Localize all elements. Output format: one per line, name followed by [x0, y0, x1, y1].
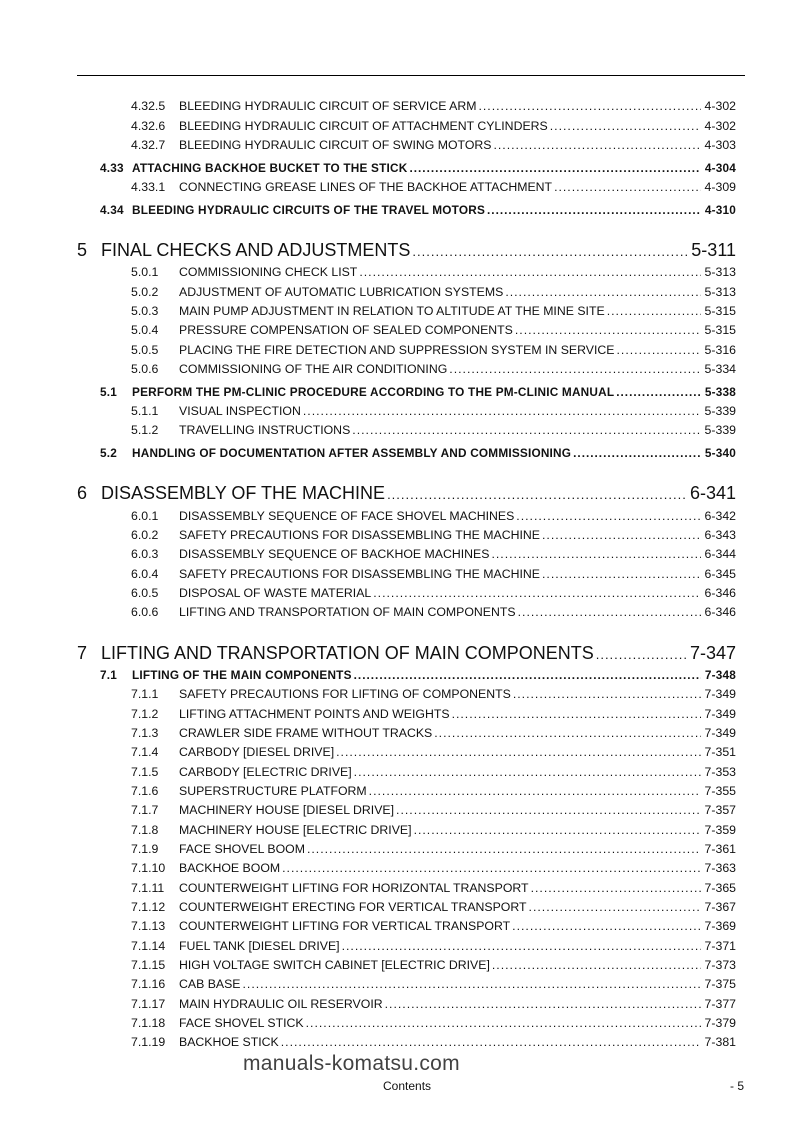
dot-leader: [493, 137, 700, 153]
toc-entry-level-3[interactable]: [131, 508, 736, 524]
entry-page: 5-311: [691, 240, 736, 260]
toc-entry-level-3[interactable]: [131, 118, 736, 134]
toc-entry-level-3[interactable]: [131, 822, 736, 838]
entry-page: 7-348: [704, 668, 736, 682]
toc-entry-level-2[interactable]: [100, 445, 736, 461]
entry-number: 6.0.3: [131, 547, 159, 561]
entry-page: 4-310: [704, 203, 736, 217]
dot-leader: [354, 764, 701, 780]
toc-entry-level-3[interactable]: [131, 137, 736, 153]
entry-page: 7-347: [689, 643, 736, 663]
entry-page: 4-304: [704, 161, 736, 175]
entry-title: DISPOSAL OF WASTE MATERIAL: [179, 586, 372, 600]
entry-page: 7-355: [704, 784, 736, 798]
toc-entry-level-2[interactable]: [100, 384, 736, 400]
dot-leader: [396, 802, 701, 818]
watermark: manuals-komatsu.com: [243, 1052, 460, 1075]
toc-entry-level-1[interactable]: [77, 239, 736, 261]
dot-leader: [449, 361, 700, 377]
toc-entry-level-1[interactable]: [77, 482, 736, 504]
entry-title: LIFTING ATTACHMENT POINTS AND WEIGHTS: [179, 707, 450, 721]
dot-leader: [554, 179, 700, 195]
footer-section-label: Contents: [383, 1079, 432, 1093]
toc-entry-level-3[interactable]: [131, 706, 736, 722]
entry-title: SAFETY PRECAUTIONS FOR LIFTING OF COMPONENTS: [179, 687, 511, 701]
entry-page: 7-349: [704, 707, 736, 721]
footer-page-number: - 5: [729, 1079, 744, 1093]
toc-entry-level-1[interactable]: [77, 642, 736, 664]
entry-number: 5.1.1: [131, 404, 159, 418]
entry-number: 6.0.6: [131, 605, 159, 619]
entry-title: DISASSEMBLY SEQUENCE OF FACE SHOVEL MACHINES: [179, 509, 515, 523]
entry-number: 7.1.10: [131, 861, 166, 875]
entry-number: 5.1: [100, 385, 117, 399]
entry-number: 7.1: [100, 668, 117, 682]
entry-title: BACKHOE STICK: [179, 1035, 279, 1049]
entry-page: 6-341: [689, 483, 736, 503]
entry-title: MAIN PUMP ADJUSTMENT IN RELATION TO ALTITUDE AT THE MINE SITE: [179, 304, 605, 318]
entry-title: CONNECTING GREASE LINES OF THE BACKHOE ATTACHMENT: [179, 180, 553, 194]
entry-title: TRAVELLING INSTRUCTIONS: [179, 423, 351, 437]
dot-leader: [303, 403, 701, 419]
dot-leader: [281, 1034, 701, 1050]
dot-leader: [617, 342, 701, 358]
toc-entry-level-3[interactable]: [131, 566, 736, 582]
entry-number: 5.0.3: [131, 304, 159, 318]
entry-number: 5.0.6: [131, 362, 159, 376]
dot-leader: [307, 841, 701, 857]
entry-title: MACHINERY HOUSE [DIESEL DRIVE]: [179, 803, 395, 817]
toc-entry-level-3[interactable]: [131, 179, 736, 195]
toc-entry-level-3[interactable]: [131, 303, 736, 319]
entry-page: 5-315: [704, 304, 736, 318]
entry-title: CAB BASE: [179, 977, 241, 991]
toc-entry-level-3[interactable]: [131, 342, 736, 358]
entry-title: ATTACHING BACKHOE BUCKET TO THE STICK: [132, 161, 408, 175]
dot-leader: [282, 860, 700, 876]
entry-number: 5.0.2: [131, 285, 159, 299]
dot-leader: [573, 445, 701, 461]
dot-leader: [542, 527, 701, 543]
entry-number: 7.1.19: [131, 1035, 166, 1049]
entry-number: 7.1.14: [131, 939, 166, 953]
entry-number: 7.1.13: [131, 919, 166, 933]
entry-number: 7.1.4: [131, 745, 159, 759]
dot-leader: [385, 996, 701, 1012]
entry-page: 6-344: [704, 547, 736, 561]
entry-title: COUNTERWEIGHT LIFTING FOR VERTICAL TRANSPORT: [179, 919, 511, 933]
entry-number: 7.1.15: [131, 958, 166, 972]
entry-number: 7.1.8: [131, 823, 159, 837]
entry-title: BLEEDING HYDRAULIC CIRCUIT OF SWING MOTORS: [179, 138, 492, 152]
toc-entry-level-3[interactable]: [131, 403, 736, 419]
toc-entry-level-3[interactable]: [131, 764, 736, 780]
toc-entry-level-3[interactable]: [131, 1015, 736, 1031]
toc-entry-level-3[interactable]: [131, 725, 736, 741]
entry-number: 5.0.5: [131, 343, 159, 357]
dot-leader: [387, 484, 686, 504]
dot-leader: [515, 322, 701, 338]
entry-page: 5-313: [704, 285, 736, 299]
entry-title: BACKHOE BOOM: [179, 861, 281, 875]
toc-entry-level-3[interactable]: [131, 957, 736, 973]
entry-page: 6-345: [704, 567, 736, 581]
entry-title: COMMISSIONING OF THE AIR CONDITIONING: [179, 362, 448, 376]
dot-leader: [409, 160, 700, 176]
dot-leader: [452, 706, 701, 722]
toc-entry-level-3[interactable]: [131, 841, 736, 857]
dot-leader: [596, 644, 686, 664]
entry-page: 5-338: [704, 385, 736, 399]
toc-entry-level-3[interactable]: [131, 546, 736, 562]
entry-page: 7-351: [704, 745, 736, 759]
entry-title: BLEEDING HYDRAULIC CIRCUIT OF ATTACHMENT CYLINDERS: [179, 119, 548, 133]
entry-title: LIFTING AND TRANSPORTATION OF MAIN COMPONENTS: [101, 643, 594, 663]
dot-leader: [542, 566, 701, 582]
entry-page: 7-369: [704, 919, 736, 933]
dot-leader: [550, 118, 701, 134]
entry-title: BLEEDING HYDRAULIC CIRCUIT OF SERVICE ARM: [179, 99, 477, 113]
entry-number: 4.32.6: [131, 119, 166, 133]
toc-entry-level-2[interactable]: [100, 160, 736, 176]
entry-number: 4.32.5: [131, 99, 166, 113]
entry-title: VISUAL INSPECTION: [179, 404, 301, 418]
entry-page: 5-339: [704, 423, 736, 437]
toc-entry-level-3[interactable]: [131, 899, 736, 915]
toc-entry-level-2[interactable]: [100, 667, 736, 683]
dot-leader: [243, 976, 701, 992]
entry-page: 6-343: [704, 528, 736, 542]
entry-title: LIFTING OF THE MAIN COMPONENTS: [132, 668, 352, 682]
dot-leader: [478, 98, 700, 114]
toc-entry-level-3[interactable]: [131, 585, 736, 601]
entry-page: 5-316: [704, 343, 736, 357]
toc-entry-level-3[interactable]: [131, 422, 736, 438]
entry-title: PERFORM THE PM-CLINIC PROCEDURE ACCORDING TO THE PM-CLINIC MANUAL: [132, 385, 615, 399]
entry-number: 5.0.1: [131, 265, 159, 279]
entry-title: CARBODY [ELECTRIC DRIVE]: [179, 765, 352, 779]
entry-number: 7.1.17: [131, 997, 166, 1011]
entry-title: MACHINERY HOUSE [ELECTRIC DRIVE]: [179, 823, 412, 837]
entry-title: BLEEDING HYDRAULIC CIRCUITS OF THE TRAVEL MOTORS: [132, 203, 486, 217]
entry-number: 4.34: [100, 203, 124, 217]
entry-number: 5.2: [100, 446, 117, 460]
dot-leader: [359, 264, 700, 280]
entry-page: 7-373: [704, 958, 736, 972]
entry-title: CRAWLER SIDE FRAME WITHOUT TRACKS: [179, 726, 433, 740]
entry-number: 7.1.6: [131, 784, 159, 798]
toc-entry-level-3[interactable]: [131, 322, 736, 338]
entry-page: 7-367: [704, 900, 736, 914]
entry-page: 7-349: [704, 687, 736, 701]
dot-leader: [491, 546, 700, 562]
entry-title: FUEL TANK [DIESEL DRIVE]: [179, 939, 340, 953]
entry-title: SUPERSTRUCTURE PLATFORM: [179, 784, 367, 798]
entry-title: MAIN HYDRAULIC OIL RESERVOIR: [179, 997, 383, 1011]
entry-page: 4-309: [704, 180, 736, 194]
entry-title: HIGH VOLTAGE SWITCH CABINET [ELECTRIC DRIVE]: [179, 958, 490, 972]
dot-leader: [342, 938, 701, 954]
dot-leader: [505, 284, 700, 300]
toc-entry-level-3[interactable]: [131, 264, 736, 280]
dot-leader: [369, 783, 701, 799]
entry-number: 7: [77, 643, 88, 663]
entry-number: 7.1.1: [131, 687, 159, 701]
entry-number: 7.1.7: [131, 803, 159, 817]
entry-page: 7-379: [704, 1016, 736, 1030]
entry-title: DISASSEMBLY OF THE MACHINE: [101, 483, 386, 503]
entry-page: 7-377: [704, 997, 736, 1011]
header-rule: [77, 75, 745, 76]
entry-number: 5.1.2: [131, 423, 159, 437]
dot-leader: [518, 604, 701, 620]
entry-page: 4-302: [704, 119, 736, 133]
toc-entry-level-3[interactable]: [131, 686, 736, 702]
entry-page: 6-342: [704, 509, 736, 523]
entry-number: 7.1.9: [131, 842, 159, 856]
dot-leader: [492, 957, 701, 973]
toc-entry-level-3[interactable]: [131, 527, 736, 543]
entry-title: SAFETY PRECAUTIONS FOR DISASSEMBLING THE MACHINE: [179, 528, 540, 542]
entry-number: 4.33.1: [131, 180, 166, 194]
entry-title: COMMISSIONING CHECK LIST: [179, 265, 358, 279]
entry-number: 7.1.12: [131, 900, 166, 914]
dot-leader: [513, 686, 701, 702]
entry-page: 5-339: [704, 404, 736, 418]
entry-page: 6-346: [704, 586, 736, 600]
entry-number: 6.0.2: [131, 528, 159, 542]
entry-title: LIFTING AND TRANSPORTATION OF MAIN COMPONENTS: [179, 605, 516, 619]
toc-entry-level-3[interactable]: [131, 918, 736, 934]
dot-leader: [607, 303, 701, 319]
entry-title: ADJUSTMENT OF AUTOMATIC LUBRICATION SYSTEMS: [179, 285, 504, 299]
entry-page: 6-346: [704, 605, 736, 619]
dot-leader: [616, 384, 701, 400]
entry-page: 7-361: [704, 842, 736, 856]
entry-page: 7-363: [704, 861, 736, 875]
entry-title: PRESSURE COMPENSATION OF SEALED COMPONENTS: [179, 323, 513, 337]
entry-number: 7.1.3: [131, 726, 159, 740]
entry-number: 4.32.7: [131, 138, 166, 152]
toc-entry-level-3[interactable]: [131, 98, 736, 114]
dot-leader: [306, 1015, 701, 1031]
dot-leader: [354, 667, 701, 683]
entry-title: DISASSEMBLY SEQUENCE OF BACKHOE MACHINES: [179, 547, 490, 561]
entry-number: 4.33: [100, 161, 124, 175]
toc-entry-level-3[interactable]: [131, 802, 736, 818]
entry-number: 7.1.16: [131, 977, 166, 991]
toc-entry-level-2[interactable]: [100, 202, 736, 218]
entry-number: 5: [77, 240, 88, 260]
entry-number: 5.0.4: [131, 323, 159, 337]
entry-number: 6: [77, 483, 88, 503]
dot-leader: [412, 241, 687, 261]
entry-page: 4-303: [704, 138, 736, 152]
dot-leader: [529, 899, 701, 915]
entry-title: COUNTERWEIGHT ERECTING FOR VERTICAL TRANSPORT: [179, 900, 527, 914]
entry-title: HANDLING OF DOCUMENTATION AFTER ASSEMBLY AND COMMISSIONING: [132, 446, 572, 460]
entry-page: 7-359: [704, 823, 736, 837]
entry-number: 7.1.18: [131, 1016, 166, 1030]
dot-leader: [373, 585, 700, 601]
entry-page: 5-313: [704, 265, 736, 279]
toc-entry-level-3[interactable]: [131, 1034, 736, 1050]
entry-page: 4-302: [704, 99, 736, 113]
entry-page: 7-381: [704, 1035, 736, 1049]
entry-title: FINAL CHECKS AND ADJUSTMENTS: [101, 240, 411, 260]
entry-page: 7-371: [704, 939, 736, 953]
entry-number: 7.1.5: [131, 765, 159, 779]
toc-entry-level-3[interactable]: [131, 996, 736, 1012]
dot-leader: [487, 202, 701, 218]
dot-leader: [434, 725, 700, 741]
entry-page: 5-340: [704, 446, 736, 460]
toc-entry-level-3[interactable]: [131, 604, 736, 620]
dot-leader: [414, 822, 701, 838]
entry-title: CARBODY [DIESEL DRIVE]: [179, 745, 335, 759]
entry-title: PLACING THE FIRE DETECTION AND SUPPRESSION SYSTEM IN SERVICE: [179, 343, 615, 357]
entry-page: 7-353: [704, 765, 736, 779]
entry-page: 5-315: [704, 323, 736, 337]
entry-number: 6.0.4: [131, 567, 159, 581]
toc-entry-level-3[interactable]: [131, 880, 736, 896]
entry-page: 7-349: [704, 726, 736, 740]
entry-number: 7.1.11: [131, 881, 165, 895]
toc-entry-level-3[interactable]: [131, 284, 736, 300]
toc-entry-level-3[interactable]: [131, 744, 736, 760]
toc-entry-level-3[interactable]: [131, 783, 736, 799]
entry-title: FACE SHOVEL BOOM: [179, 842, 305, 856]
dot-leader: [352, 422, 700, 438]
toc-entry-level-3[interactable]: [131, 361, 736, 377]
dot-leader: [516, 508, 700, 524]
entry-page: 7-375: [704, 977, 736, 991]
dot-leader: [336, 744, 700, 760]
dot-leader: [531, 880, 701, 896]
entry-number: 7.1.2: [131, 707, 159, 721]
toc-entry-level-3[interactable]: [131, 938, 736, 954]
entry-title: SAFETY PRECAUTIONS FOR DISASSEMBLING THE MACHINE: [179, 567, 540, 581]
entry-page: 7-365: [704, 881, 736, 895]
dot-leader: [512, 918, 700, 934]
entry-number: 6.0.1: [131, 509, 159, 523]
entry-title: FACE SHOVEL STICK: [179, 1016, 304, 1030]
entry-number: 6.0.5: [131, 586, 159, 600]
entry-page: 5-334: [704, 362, 736, 376]
entry-title: COUNTERWEIGHT LIFTING FOR HORIZONTAL TRANSPORT: [179, 881, 529, 895]
entry-page: 7-357: [704, 803, 736, 817]
toc-entry-level-3[interactable]: [131, 976, 736, 992]
toc-entry-level-3[interactable]: [131, 860, 736, 876]
